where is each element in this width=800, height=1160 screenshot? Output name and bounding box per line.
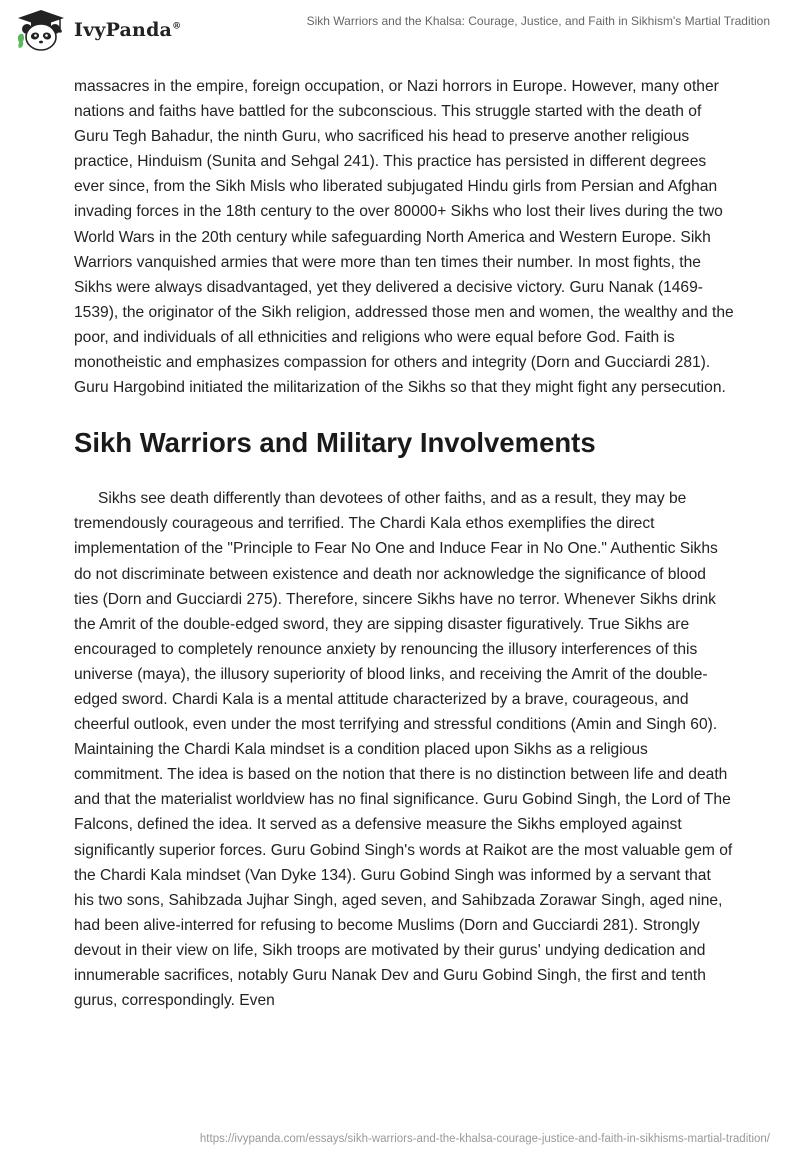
page-header bbox=[0, 0, 800, 70]
panda-graduate-icon bbox=[14, 8, 68, 52]
ivypanda-logo[interactable] bbox=[14, 8, 181, 52]
source-url[interactable]: https://ivypanda.com/essays/sikh-warriors-and-the-khalsa-courage-justice-and-faith-in-sikhisms-martial-tradition/ bbox=[199, 1133, 770, 1145]
essay-content bbox=[74, 74, 734, 1013]
logo-text: IvyPanda® bbox=[74, 19, 182, 41]
body-paragraph: Sikhs see death differently than devotees of other faiths, and as a result, they may be tremendously courageous and terrified. The Chardi Kala ethos exemplifies the direct implementation of the "Principle to Fear No One and Induce Fear in No One." Authentic Sikhs do not discriminate between existence and death nor acknowledge the significance of blood ties (Dorn and Gucciardi 275). Therefore, sincere Sikhs have no terror. Whenever Sikhs drink the Amrit of the double-edged sword, they are sipping disaster figuratively. True Sikhs are encouraged to completely renounce anxiety by renouncing the illusory interferences of this universe (maya), the illusory superiority of blood links, and receiving the Amrit of the double-edged sword. Chardi Kala is a mental attitude characterized by a brave, courageous, and cheerful outlook, even under the most terrifying and stressful conditions (Amin and Singh 60). Maintaining the Chardi Kala mindset is a condition placed upon Sikhs as a religious commitment. The idea is based on the notion that there is no distinction between life and death and that the materialist worldview has no final significance. Guru Gobind Singh, the Lord of The Falcons, defined the idea. It served as a defensive measure the Sikhs employed against significantly superior forces. Guru Gobind Singh's words at Raikot are the most valuable gem of the Chardi Kala mindset (Van Dyke 134). Guru Gobind Singh was informed by a servant that his two sons, Sahibzada Jujhar Singh, aged seven, and Sahibzada Zorawar Singh, aged nine, had been alive-interred for refusing to become Muslims (Dorn and Gucciardi 281). Strongly devout in their view on life, Sikh troops are motivated by their gurus' undying dedication and innumerable sacrifices, notably Guru Nanak Dev and Guru Gobind Singh, the first and tenth gurus, correspondingly. Even bbox=[74, 490, 733, 1010]
section-heading: Sikh Warriors and Military Involvements bbox=[74, 427, 596, 459]
body-paragraph: massacres in the empire, foreign occupation, or Nazi horrors in Europe. However, many other nations and faiths have battled for the subconscious. This struggle started with the death of Guru Tegh Bahadur, the ninth Guru, who sacrificed his head to preserve another religious practice, Hinduism (Sunita and Sehgal 241). This practice has persisted in different degrees ever since, from the Sikh Misls who liberated subjugated Hindu girls from Persian and Afghan invading forces in the 18th century to the over 80000+ Sikhs who lost their lives during the two World Wars in the 20th century while safeguarding North America and Western Europe. Sikh Warriors vanquished armies that were more than ten times their number. In most fights, the Sikhs were always disadvantaged, yet they delivered a decisive victory. Guru Nanak (1469-1539), the originator of the Sikh religion, addressed those men and women, the wealthy and the poor, and individuals of all ethnicities and religions who were equal before God. Faith is monotheistic and emphasizes compassion for others and integrity (Dorn and Gucciardi 281). Guru Hargobind initiated the militarization of the Sikhs so that they might fight any persecution. bbox=[74, 78, 734, 397]
document-title: Sikh Warriors and the Khalsa: Courage, Justice, and Faith in Sikhism's Martial Tradition bbox=[306, 14, 770, 28]
